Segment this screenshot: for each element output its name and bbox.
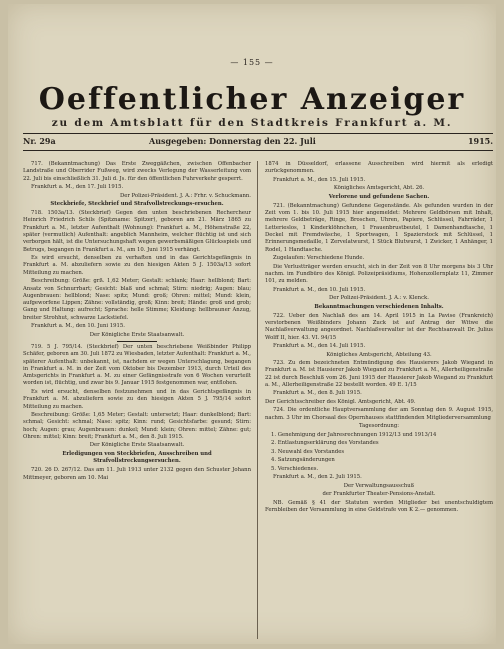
- text-paragraph: 1874 in Düsseldorf, erlassene Ausschreiben wird hiermit als erledigt zurückgenommen.: [265, 161, 493, 175]
- section-separator: [117, 341, 157, 342]
- text-paragraph: Der Verwaltungsausschuß: [343, 482, 415, 489]
- text-paragraph: Beschreibung: Größe: grß. 1,62 Meter; Gestalt: schlank; Haar: hellblond; Bart: Ansatz von Schnurrbart; Gesicht: blaß und schmal; Stirn: niedrig; Augen: blau; Augenbrauen: hellblond; Nase: spitz; Mund: groß; Ohren: mittel; Mund: klein, aufgeworfene Lippen; Zähne: vollständig, groß; Kinn: breit; Hände: groß und grob; Gang und Haltung: aufrecht; Sprache: helle Stimme; Kleidung: hellbrauner Anzug, breiter Strohhut, schwarze Lackstiefel.: [23, 278, 251, 321]
- text-paragraph: Frankfurt a. M., den 8. Juli 1915.: [273, 390, 362, 397]
- right-column: [265, 161, 493, 515]
- text-paragraph: Beschreibung: Größe: 1,65 Meter; Gestalt: untersetzt; Haar: dunkelblond; Bart: schmal; Gesicht: schmal; Nase: spitz; Kinn: rund; Gesichtsfarbe: gesund; Stirn: hoch; Augen: grau; Augenbrauen: dunkel; Mund: klein; Ohren: mittel; Zähne: gut; Ohren: mittel; Kinn: breit; Frankfurt a. M., den 8. Juli 1915.: [23, 412, 251, 440]
- text-paragraph: Der Königliche Erste Staatsanwalt.: [89, 442, 185, 449]
- text-paragraph: Frankfurt a. M., den 17. Juli 1915.: [31, 184, 124, 191]
- page-title: Oeffentlicher Anzeiger: [38, 82, 466, 117]
- text-paragraph: 723. Zu dem bezeichneten Entmündigung des Hausierers Jakob Wiegand in Frankfurt a. M. ist Hausierer Jakob Wiegand zu Frankfurt a. M., Allerheiligenstraße 22 ist durch Beschluß vom 26. Juni 1915 der Hausierer Jakob Wiegand zu Frankfurt a. M., Allerheiligenstraße 22 bestellt worden. 49 E. 1/15: [265, 360, 493, 388]
- text-paragraph: Es wird ersucht, denselben festzunehmen und in das Gerichtsgefängnis in Frankfurt a. M. abzuliefern sowie zu den hiesigen Akten 5 J. 795/14 sofort Mitteilung zu machen.: [23, 388, 251, 410]
- text-paragraph: 721. (Bekanntmachung) Gefundene Gegenstände. Als gefunden wurden in der Zeit vom 1. bis 10. Juli 1915 hier angemeldet: Mehrere Geldbörsen mit Inhalt, mehrere Geldbeträge, Ringe, Broschen, Uhren, Papiere, Schlüssel, Fahrräder, 1 Letterieslos, 1 Kinderklöhnchen, 1 Frauenbrustbeutel, 1 Damenhandtasche, 1 Deckel mit Fremdwäsche, 1 Sportwagen, 1 Spazierstock mit Schlüssel, 1 Erinnerungsmedaille, 1 Zervelatwurst, 1 Stück Blutwurst, 1 Zwicker, 1 Anhänger, 1 Rodel, 1 Handtasche.: [265, 202, 493, 253]
- text-paragraph: NB. Gemäß § 41 der Statuten werden Mitglieder bei unentschuldigtem Fernbleiben der Versammlung in eine Geldstrafe von K 2.— genommen.: [265, 499, 493, 513]
- issue-year: 1915.: [467, 136, 493, 146]
- text-paragraph: Der Gerichtsschreiber des Königl. Amtsgericht, Abt. 49.: [265, 398, 416, 405]
- left-column: [23, 161, 251, 483]
- text-paragraph: Frankfurt a. M., den 15. Juli 1915.: [273, 176, 366, 183]
- text-paragraph: 2. Entlastungserklärung des Vorstandes: [271, 440, 379, 447]
- text-paragraph: 718. 1503a/13. (Steckbrief) Gegen den unten beschriebenen Rechercheur Heinrich Friedrich Schils (Spitzname: Spitzer), geboren am 21. März 1865 zu Frankfurt a. M., letzter Aufenthalt (Wohnung): Frankfurt a. M., Höhenstraße 22, später (vermutlich) Aufenthalt: angeblich Mannheim, welcher flüchtig ist und sich verborgen hält, ist die Untersuchungshaft wegen gewerbsmäßigen Glücksspiels und Betrugs, begangen in Frankfurt a. M., am 10. Juni 1915 verhängt.: [23, 210, 251, 253]
- section-heading: Bekanntmachungen verschiedenen Inhalts.: [314, 303, 444, 310]
- section-heading: Verlorene und gefundene Sachen.: [328, 194, 430, 201]
- text-paragraph: Frankfurt a. M., den 10. Juli 1915.: [273, 286, 366, 293]
- text-paragraph: Zugelaufen: Verschiedene Hunde.: [273, 255, 365, 262]
- text-paragraph: Königliches Amtsgericht, Abt. 26.: [333, 185, 425, 192]
- section-heading: Steckbriefe, Steckbrief und Strafvollstreckungs-ersuchen.: [50, 201, 224, 208]
- text-paragraph: Königliches Amtsgericht, Abteilung 43.: [326, 351, 432, 358]
- text-paragraph: Frankfurt a. M., den 14. Juli 1915.: [273, 343, 366, 350]
- text-paragraph: Tagesordnung:: [358, 423, 400, 430]
- issue-line: [23, 136, 493, 150]
- text-paragraph: 3. Neuwahl des Vorstandes: [271, 448, 345, 455]
- text-paragraph: 5. Verschiedenes.: [271, 465, 319, 472]
- top-rule: [23, 133, 493, 134]
- text-paragraph: Der Polizei-Präsident. J. A.: Frhr. v. Schuckmann.: [119, 192, 251, 199]
- issue-number: Nr. 29a: [23, 136, 56, 146]
- text-paragraph: 719. 5 J. 795/14. (Steckbrief) Der unten beschriebene Weißbinder Philipp Schäfer, geboren am 30. Juli 1872 zu Wiesbaden, letzter Aufenthalt: Frankfurt a. M., späterer Aufenthalt: unbekannt, ist, nachdem er wegen Unterschlagung, begangen in Frankfurt a. M. in der Zeit vom Oktober bis Dezember 1913, durch Urteil des Amtsgerichts in Frankfurt a. M. zu einer Gefängnisstrafe von 6 Wochen verurteilt worden ist, flüchtig, und zwar bis 9. Januar 1915 festgenommen war, entflohen.: [23, 343, 251, 387]
- text-paragraph: Der Polizei-Präsident. J. A.: v. Klenck.: [329, 295, 429, 302]
- text-paragraph: Frankfurt a. M., den 2. Juli 1915.: [273, 474, 362, 481]
- text-paragraph: 722. Ueber den Nachlaß des am 14. April 1915 in La Pavise (Frankreich) verstorbenen Weißbinders Johann Zuck ist auf Antrag der Witwe die Nachlaßverwaltung angeordnet. Nachlaßverwalter ist der Rechtsanwalt Dr. Julius Wolff II, hier. 43. VI. 94/15: [265, 312, 493, 341]
- text-paragraph: 724. Die ordentliche Hauptversammlung der am Sonntag den 9. August 1915, nachm. 3 Uhr im Chorsaal des Opernhauses stattfindenden Mitgliederversammlung: [265, 407, 493, 421]
- text-paragraph: 720. 26 D. 267/12. Das am 11. Juli 1913 unter 2132 gegen den Schuster Johann Mittmeyer, geboren am 10. Mai: [23, 467, 251, 481]
- text-paragraph: Es wird ersucht, denselben zu verhaften und in das Gerichtsgefängnis in Frankfurt a. M. abzuliefern sowie zu den hiesigen Akten 5 J. 1503a/13 sofort Mitteilung zu machen.: [23, 255, 251, 276]
- text-paragraph: der Frankfurter Theater-Pensions-Anstalt.: [322, 491, 436, 498]
- text-paragraph: Der Königliche Erste Staatsanwalt.: [89, 331, 185, 338]
- text-paragraph: 1. Genehmigung der Jahresrechnungen 1912/13 und 1913/14: [271, 431, 437, 438]
- text-paragraph: Frankfurt a. M., den 10. Juni 1915.: [31, 323, 125, 330]
- text-paragraph: 4. Satzungsänderungen: [271, 457, 335, 464]
- column-divider: [257, 161, 258, 639]
- page-subtitle: zu dem Amtsblatt für den Stadtkreis Frankfurt a. M.: [51, 117, 453, 129]
- newspaper-page: [8, 4, 496, 644]
- section-heading: Erledigungen von Steckbriefen, Ausschreiben und Strafvollstreckungsersuchen.: [62, 451, 212, 465]
- bottom-rule: [23, 150, 493, 151]
- text-paragraph: Die Verlustträger werden ersucht, sich in der Zeit von 8 Uhr morgens bis 3 Uhr nachm. im Fundbüro des Königl. Polizeipräsidiums, Hohenzollernplatz 11, Zimmer 101, zu melden.: [265, 263, 493, 285]
- text-paragraph: 717. (Bekanntmachung) Das Erste Zweggäßchen, zwischen Offenbacher Landstraße und Oberrider Fußweg, wird zwecks Verlegung der Wasserleitung vom 22. Juli bis einschließlich 31. Juli d. Js. für den öffentlichen Fuhrverkehr gesperrt.: [23, 161, 251, 182]
- page-number: — 155 —: [230, 58, 274, 67]
- issue-date: Ausgegeben: Donnerstag den 22. Juli: [149, 136, 316, 146]
